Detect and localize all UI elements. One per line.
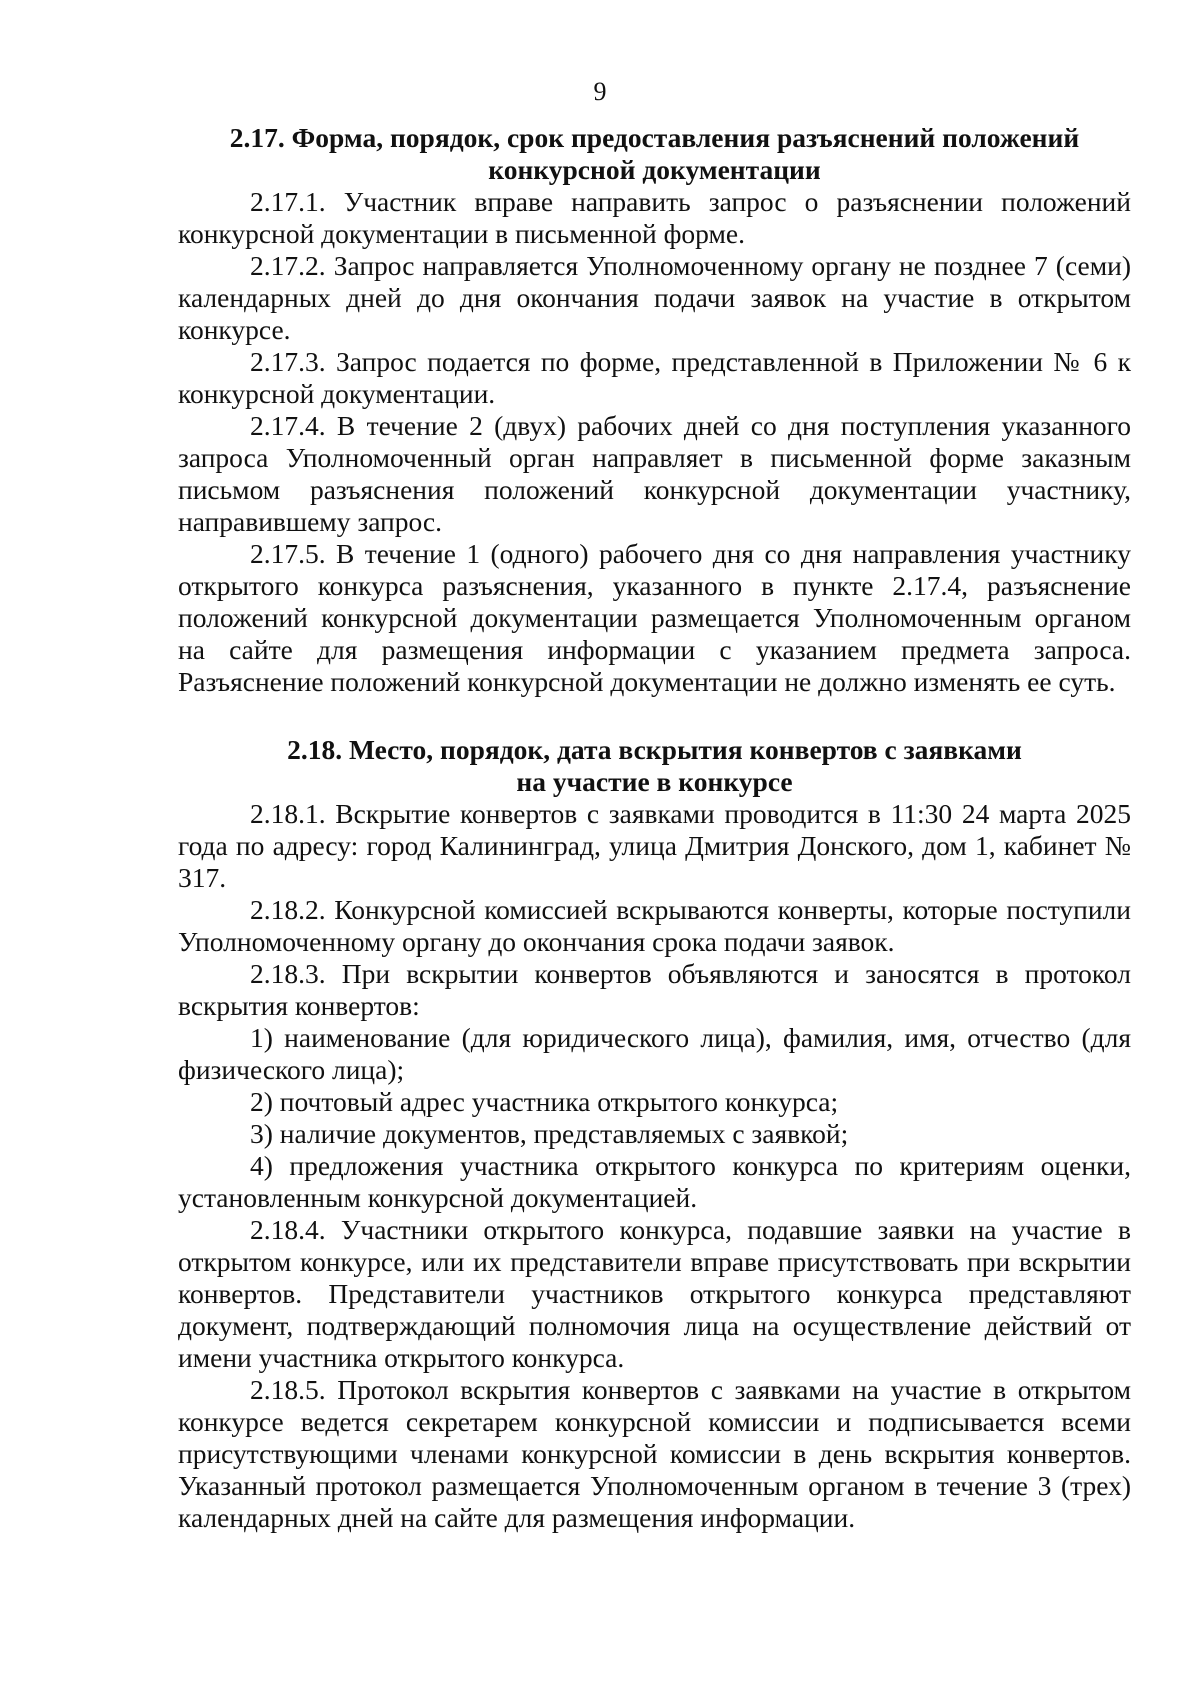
page-number: 9: [593, 77, 607, 106]
section-2-18-heading: [178, 734, 1131, 798]
document-body: [178, 122, 1131, 1534]
section-2-17-heading-line-1: 2.17. Форма, порядок, срок предоставления разъяснений положений: [229, 122, 1080, 153]
paragraph-2-17-2: 2.17.2. Запрос направляется Уполномоченному органу не позднее 7 (семи) календарных дней до дня окончания подачи заявок на участие в открытом конкурсе.: [178, 250, 1131, 345]
list-item-3: 3) наличие документов, представляемых с заявкой;: [250, 1118, 849, 1149]
list-item-1: 1) наименование (для юридического лица), фамилия, имя, отчество (для физического лица);: [178, 1022, 1131, 1085]
section-2-18-heading-line-2: на участие в конкурсе: [516, 766, 793, 797]
paragraph-2-18-1: 2.18.1. Вскрытие конвертов с заявками проводится в 11:30 24 марта 2025 года по адресу: город Калининград, улица Дмитрия Донского, дом 1, кабинет № 317.: [178, 798, 1131, 893]
section-2-18-heading-line-1: 2.18. Место, порядок, дата вскрытия конвертов с заявками: [287, 734, 1022, 765]
paragraph-2-18-4: 2.18.4. Участники открытого конкурса, подавшие заявки на участие в открытом конкурсе, или их представители вправе присутствовать при вскрытии конвертов. Представители участников открытого конкурса представляют документ, подтверждающий полномочия лица на осуществление действий от имени участника открытого конкурса.: [178, 1214, 1131, 1373]
paragraph-2-18-5: 2.18.5. Протокол вскрытия конвертов с заявками на участие в открытом конкурсе ведется секретарем конкурсной комиссии и подписывается всеми присутствующими членами конкурсной комиссии в день вскрытия конвертов. Указанный протокол размещается Уполномоченным органом в течение 3 (трех) календарных дней на сайте для размещения информации.: [178, 1374, 1131, 1533]
section-2-17-heading: [178, 122, 1131, 186]
paragraph-2-18-2: 2.18.2. Конкурсной комиссией вскрываются конверты, которые поступили Уполномоченному органу до окончания срока подачи заявок.: [178, 894, 1131, 957]
paragraph-2-17-5: 2.17.5. В течение 1 (одного) рабочего дня со дня направления участнику открытого конкурса разъяснения, указанного в пункте 2.17.4, разъяснение положений конкурсной документации размещается Уполномоченным органом на сайте для размещения информации с указанием предмета запроса. Разъяснение положений конкурсной документации не должно изменять ее суть.: [178, 538, 1131, 697]
paragraph-2-17-3: 2.17.3. Запрос подается по форме, представленной в Приложении № 6 к конкурсной документации.: [178, 346, 1131, 409]
list-item-4: 4) предложения участника открытого конкурса по критериям оценки, установленным конкурсной документацией.: [178, 1150, 1131, 1213]
paragraph-2-18-3: 2.18.3. При вскрытии конвертов объявляются и заносятся в протокол вскрытия конвертов:: [178, 958, 1131, 1021]
paragraph-2-17-4: 2.17.4. В течение 2 (двух) рабочих дней со дня поступления указанного запроса Уполномоченный орган направляет в письменной форме заказным письмом разъяснения положений конкурсной документации участнику, направившему запрос.: [178, 410, 1131, 537]
paragraph-2-17-1: 2.17.1. Участник вправе направить запрос о разъяснении положений конкурсной документации в письменной форме.: [178, 186, 1131, 249]
list-item-2: 2) почтовый адрес участника открытого конкурса;: [250, 1086, 839, 1117]
section-2-17-heading-line-2: конкурсной документации: [488, 154, 821, 185]
